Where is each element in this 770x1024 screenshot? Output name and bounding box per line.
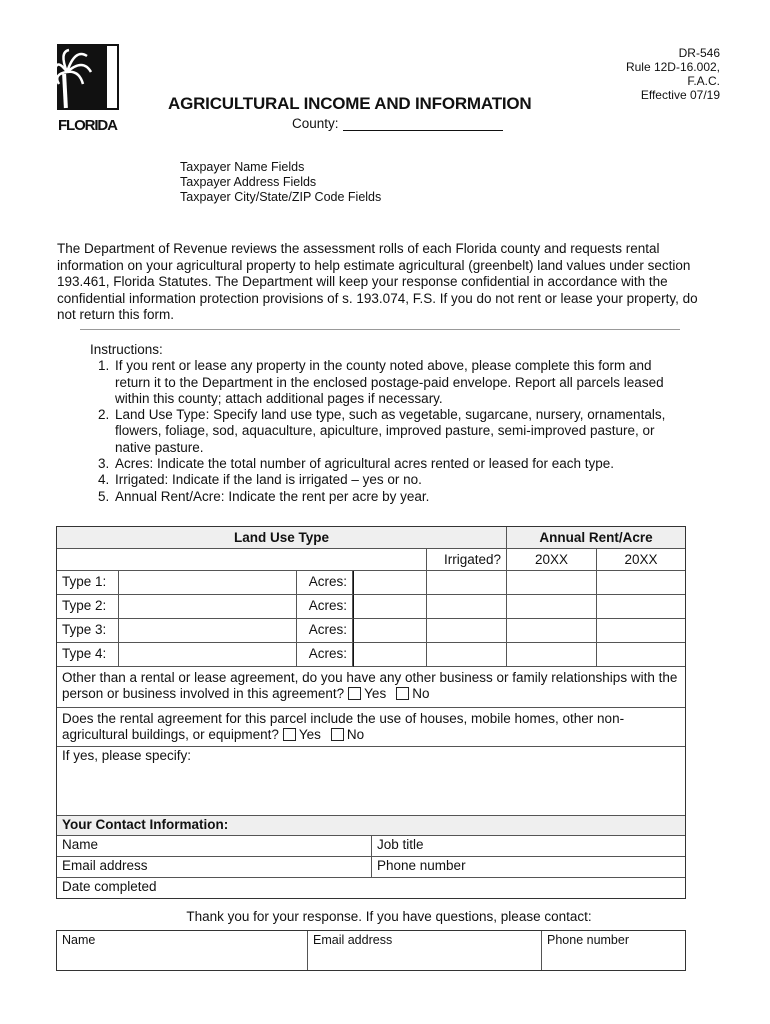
dept-email-field[interactable]: Email address xyxy=(308,931,542,970)
irrigated-input[interactable] xyxy=(427,571,507,595)
land-use-type-input[interactable] xyxy=(119,571,297,595)
buildings-question xyxy=(57,708,685,747)
taxpayer-name[interactable]: Taxpayer Name Fields xyxy=(180,160,305,174)
acres-input[interactable] xyxy=(353,619,427,643)
rent-year1-input[interactable] xyxy=(507,571,597,595)
contact-email-field[interactable]: Email address xyxy=(57,857,372,878)
buildings-question-text: Does the rental agreement for this parcel include the use of houses, mobile homes, other non-agricultural buildings, or equipment? xyxy=(62,711,625,742)
buildings-yes-checkbox[interactable] xyxy=(283,728,296,741)
form-number: DR-546 xyxy=(678,46,720,60)
form-effective: Effective 07/19 xyxy=(640,88,720,102)
type-label: Type 4: xyxy=(57,643,119,667)
land-use-type-input[interactable] xyxy=(119,619,297,643)
form-rule: Rule 12D-16.002, xyxy=(625,60,720,74)
rent-year2-input[interactable] xyxy=(597,571,685,595)
date-completed-field[interactable]: Date completed xyxy=(62,879,157,894)
dept-phone-field[interactable]: Phone number xyxy=(547,933,630,947)
irrigated-input[interactable] xyxy=(427,595,507,619)
type-label: Type 2: xyxy=(57,595,119,619)
land-use-type-input[interactable] xyxy=(119,643,297,667)
relationship-yes-checkbox[interactable] xyxy=(348,687,361,700)
acres-label: Acres: xyxy=(297,595,353,619)
year2-header: 20XX xyxy=(597,549,685,571)
thanks-text: Thank you for your response. If you have questions, please contact: xyxy=(186,909,592,924)
instructions xyxy=(90,342,690,505)
dept-name-field[interactable]: Name xyxy=(57,931,308,970)
instructions-heading: Instructions: xyxy=(90,342,163,357)
contact-name-field[interactable]: Name xyxy=(57,836,372,857)
irrigated-header: Irrigated? xyxy=(427,549,507,571)
acres-input[interactable] xyxy=(353,643,427,667)
irrigated-input[interactable] xyxy=(427,643,507,667)
rent-year2-input[interactable] xyxy=(597,643,685,667)
no-label: No xyxy=(346,727,365,742)
type-label: Type 3: xyxy=(57,619,119,643)
florida-dor-logo xyxy=(57,44,119,132)
instruction-item: 2. Land Use Type: Specify land use type, such as vegetable, sugarcane, nursery, ornamentals, flowers, foliage, sod, aquaculture, apiculture, improved pasture, semi-improved pasture, or native pasture. xyxy=(113,407,690,456)
specify-label: If yes, please specify: xyxy=(62,748,192,763)
type-label: Type 1: xyxy=(57,571,119,595)
rent-year1-input[interactable] xyxy=(507,643,597,667)
county-label: County: xyxy=(292,116,339,131)
yes-label: Yes xyxy=(298,727,321,742)
page-title: AGRICULTURAL INCOME AND INFORMATION xyxy=(168,94,532,113)
divider xyxy=(80,329,680,330)
contact-department-table xyxy=(56,930,686,971)
year1-header: 20XX xyxy=(507,549,597,571)
taxpayer-address[interactable]: Taxpayer Address Fields xyxy=(180,175,317,189)
relationship-question-text: Other than a rental or lease agreement, do you have any other business or family relationships with the person or business involved in this agreement? xyxy=(62,670,678,701)
relationship-question xyxy=(57,667,685,708)
intro-paragraph: The Department of Revenue reviews the assessment rolls of each Florida county and requests rental information on your agricultural property to help estimate agricultural (greenbelt) land values under section 193.461, Florida Statutes. The Department will keep your response confidential in accordance with the confidential information protection provisions of s. 193.074, F.S. If you do not rent or lease your property, do not return this form. xyxy=(57,241,698,322)
land-use-header: Land Use Type xyxy=(57,527,507,549)
instruction-item: 1. If you rent or lease any property in the county noted above, please complete this form and return it to the Department in the enclosed postage-paid envelope. Report all parcels leased within this county; attach additional pages if necessary. xyxy=(113,358,690,407)
county-field xyxy=(292,116,503,131)
instruction-item: 5. Annual Rent/Acre: Indicate the rent per acre by year. xyxy=(113,489,690,505)
contact-heading: Your Contact Information: xyxy=(57,816,685,836)
rent-year2-input[interactable] xyxy=(597,619,685,643)
taxpayer-city[interactable]: Taxpayer City/State/ZIP Code Fields xyxy=(180,190,382,204)
taxpayer-fields xyxy=(180,160,381,205)
acres-label: Acres: xyxy=(297,619,353,643)
instruction-item: 3. Acres: Indicate the total number of agricultural acres rented or leased for each type. xyxy=(113,456,690,472)
contact-phone-field[interactable]: Phone number xyxy=(372,857,685,878)
buildings-no-checkbox[interactable] xyxy=(331,728,344,741)
county-input[interactable] xyxy=(343,118,503,131)
land-use-type-input[interactable] xyxy=(119,595,297,619)
acres-label: Acres: xyxy=(297,643,353,667)
annual-rent-header: Annual Rent/Acre xyxy=(507,527,685,549)
blank-cell xyxy=(57,549,427,571)
land-use-table xyxy=(56,526,686,899)
contact-job-field[interactable]: Job title xyxy=(372,836,685,857)
form-id-block xyxy=(626,46,720,102)
acres-label: Acres: xyxy=(297,571,353,595)
specify-field[interactable] xyxy=(57,747,685,816)
rent-year1-input[interactable] xyxy=(507,595,597,619)
no-label: No xyxy=(412,686,430,701)
yes-label: Yes xyxy=(364,686,387,701)
rent-year2-input[interactable] xyxy=(597,595,685,619)
svg-text:FLORIDA: FLORIDA xyxy=(58,117,118,132)
relationship-no-checkbox[interactable] xyxy=(396,687,409,700)
acres-input[interactable] xyxy=(353,571,427,595)
form-fac: F.A.C. xyxy=(687,74,720,88)
acres-input[interactable] xyxy=(353,595,427,619)
rent-year1-input[interactable] xyxy=(507,619,597,643)
irrigated-input[interactable] xyxy=(427,619,507,643)
instruction-item: 4. Irrigated: Indicate if the land is irrigated – yes or no. xyxy=(113,472,690,488)
